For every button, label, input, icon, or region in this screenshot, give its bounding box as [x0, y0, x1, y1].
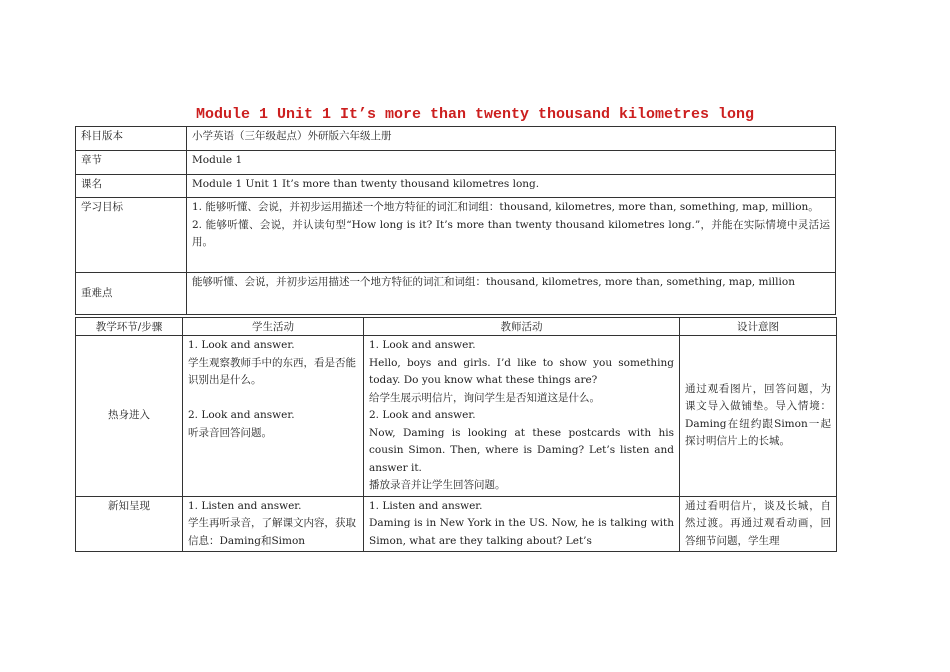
text-line: 1. Listen and answer. — [188, 499, 302, 512]
info-value: 小学英语（三年级起点）外研版六年级上册 — [187, 127, 836, 151]
text-line: 学生观察教师手中的东西，看是否能识别出是什么。 — [188, 356, 356, 386]
text-line: Hello, boys and girls. I’d like to show you something today. Do you know what these things are? — [369, 356, 674, 386]
text-line — [188, 390, 358, 408]
text-line: 给学生展示明信片，询问学生是否知道这是什么。 — [369, 391, 600, 404]
stage-name: 新知呈现 — [76, 496, 183, 552]
text-line: Daming is in New York in the US. Now, he is talking with Simon, what are they talking about? Let’s — [369, 517, 674, 547]
text-line: 2. Look and answer. — [369, 409, 476, 421]
text-line: 2. Look and answer. — [188, 409, 295, 421]
learning-goals — [187, 198, 836, 273]
student-activity — [183, 336, 364, 497]
col-header: 学生活动 — [183, 318, 364, 336]
info-value: Module 1 Unit 1 It’s more than twenty thousand kilometres long. — [187, 175, 836, 198]
goal-line: 1. 能够听懂、会说，并初步运用描述一个地方特征的词汇和词组：thousand, kilometres, more than, something, map, million。 — [192, 201, 819, 213]
goal-line: 2. 能够听懂、会说，并认读句型“How long is it? It’s more than twenty thousand kilometres long.”，并能在实际情境中灵活运用。 — [192, 218, 830, 248]
info-key: 重难点 — [76, 273, 187, 315]
info-value: Module 1 — [187, 151, 836, 175]
design-intent: 通过观看图片，回答问题，为课文导入做铺垫。导入情境：Daming在纽约跟Simon一起探讨明信片上的长城。 — [680, 336, 837, 497]
course-info-table — [75, 126, 836, 315]
text-line: 1. Look and answer. — [369, 339, 476, 351]
page-title: Module 1 Unit 1 It’s more than twenty thousand kilometres long — [195, 106, 755, 123]
teacher-activity — [364, 336, 680, 497]
text-line: 听录音回答问题。 — [188, 426, 272, 439]
text-line: Now, Daming is looking at these postcards with his cousin Simon. Then, where is Daming? Let’s listen and answer it. — [369, 426, 674, 474]
info-key: 科目版本 — [76, 127, 187, 151]
teacher-activity — [364, 496, 680, 552]
col-header: 教学环节/步骤 — [76, 318, 183, 336]
text-line: 学生再听录音，了解课文内容，获取信息：Daming和Simon — [188, 517, 356, 547]
student-activity — [183, 496, 364, 552]
stage-name: 热身进入 — [76, 336, 183, 497]
text-line: 1. Look and answer. — [188, 339, 295, 351]
info-key: 章节 — [76, 151, 187, 175]
text-line: 1. Listen and answer. — [369, 499, 483, 512]
lesson-table — [75, 317, 837, 552]
info-key: 课名 — [76, 175, 187, 198]
col-header: 教师活动 — [364, 318, 680, 336]
col-header: 设计意图 — [680, 318, 837, 336]
info-key: 学习目标 — [76, 198, 187, 273]
text-line: 播放录音并让学生回答问题。 — [369, 479, 506, 491]
info-value: 能够听懂、会说，并初步运用描述一个地方特征的词汇和词组：thousand, kilometres, more than, something, map, million — [187, 273, 836, 315]
design-intent: 通过看明信片，谈及长城，自然过渡。再通过观看动画，回答细节问题，学生理 — [680, 496, 837, 552]
